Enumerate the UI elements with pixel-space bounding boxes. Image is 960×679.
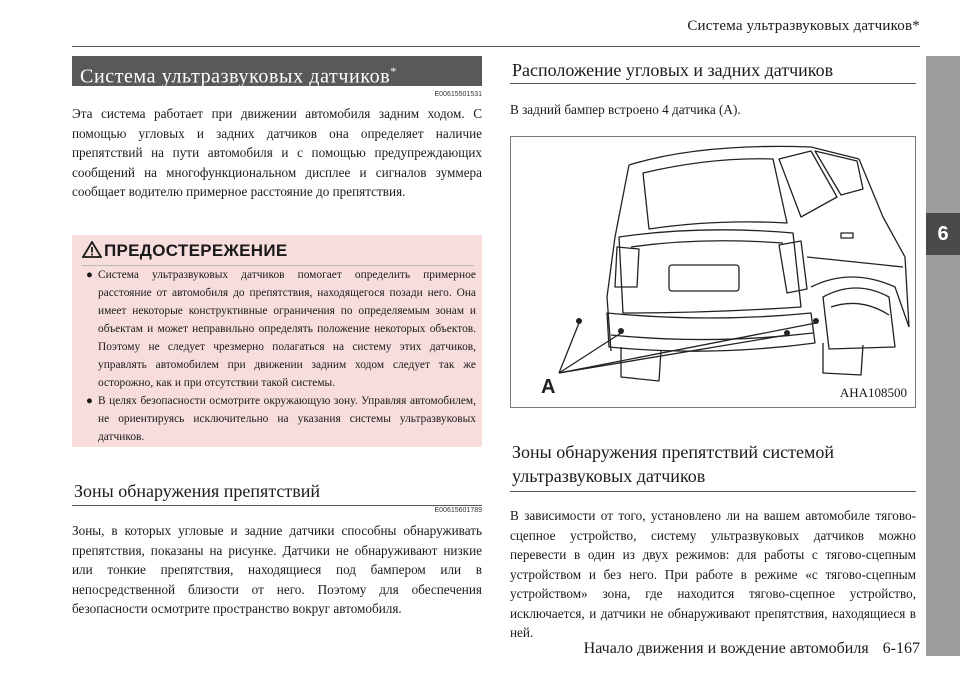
page-footer <box>584 640 920 658</box>
warning-item-1 <box>86 266 476 392</box>
page-number: 6-167 <box>882 640 920 657</box>
section-rule <box>510 83 916 84</box>
sensor-callout-label: A <box>541 376 556 398</box>
section-rule <box>72 505 482 506</box>
warning-box <box>72 235 482 447</box>
running-header: Система ультразвуковых датчиков* <box>687 18 920 34</box>
footer-chapter: Начало движения и вождение автомобиля <box>583 640 869 657</box>
detection-zones-paragraph: Зоны, в которых угловые и задние датчики способны обнаруживать препятствия, показаны на рисунке. Датчики не обнаруживают низкие или тонкие препятствия, находящиеся под бампером или в непосредственной близости от него. Поэтому для обеспечения безопасности осмотрите пространство вокруг автомобиля. <box>72 523 482 616</box>
section-title-bar <box>72 56 482 86</box>
warning-item-text: В целях безопасности осмотрите окружающую зону. Управляя автомобилем, не ориентируясь исключительно на указания системы ультразвуковых датчиков. <box>98 395 476 443</box>
sensor-location-title: Расположение угловых и задних датчиков <box>512 60 834 80</box>
warning-triangle-icon <box>82 241 102 258</box>
chapter-number-badge: 6 <box>926 213 960 255</box>
section-title-mark: * <box>390 64 397 78</box>
sensor-location-figure <box>510 136 916 408</box>
reference-code-2: E00615601789 <box>434 507 482 514</box>
sensor-zones-title: Зоны обнаружения препятствий системой ультразвуковых датчиков <box>512 442 835 486</box>
chapter-tab-strip <box>926 56 960 656</box>
figure-code: AHA108500 <box>839 385 907 400</box>
warning-item-2 <box>86 392 476 446</box>
section-rule <box>510 491 916 492</box>
warning-heading <box>82 241 288 261</box>
sensor-location-text: В задний бампер встроено 4 датчика (A). <box>510 102 741 117</box>
detection-zones-title: Зоны обнаружения препятствий <box>74 481 321 501</box>
header-rule <box>72 46 920 47</box>
section-title: Система ультразвуковых датчиков <box>80 65 391 88</box>
vehicle-rear-illustration <box>511 137 915 407</box>
sensor-zones-paragraph: В зависимости от того, установлено ли на вашем автомобиле тягово-сцепное устройство, систему ультразвуковых датчиков можно перевести в один из двух режимов: для работы с тягово-сцепным устройством и без него. При работе в режиме «с тягово-сцепным устройством» зона, где находится тягово-сцепное устройство, исключается, и датчики не обнаруживают препятствия, находящиеся в ней. <box>510 508 916 640</box>
bullet-icon: ● <box>86 269 93 281</box>
reference-code-1: E00615501531 <box>434 91 482 98</box>
bullet-icon: ● <box>86 395 93 407</box>
warning-heading-text: ПРЕДОСТЕРЕЖЕНИЕ <box>104 241 288 260</box>
warning-item-text: Система ультразвуковых датчиков помогает определить примерное расстояние от автомобиля до препятствия, находящегося позади него. Она имеет некоторые конструктивные ограничения по определяемым зонам и объектам и может неправильно определять положение некоторых объектов. Поэтому не следует чрезмерно полагаться на систему этих датчиков, управлять автомобилем при движении задним ходом следует так же осторожно, как и при отсутствии такой системы. <box>98 269 476 389</box>
intro-paragraph: Эта система работает при движении автомобиля задним ходом. С помощью угловых и задних датчиков она определяет наличие препятствий на пути автомобиля и с помощью предупреждающих сообщений на многофункциональном дисплее и сигналов зуммера сообщает водителю примерное расстояние до препятствия. <box>72 106 482 199</box>
